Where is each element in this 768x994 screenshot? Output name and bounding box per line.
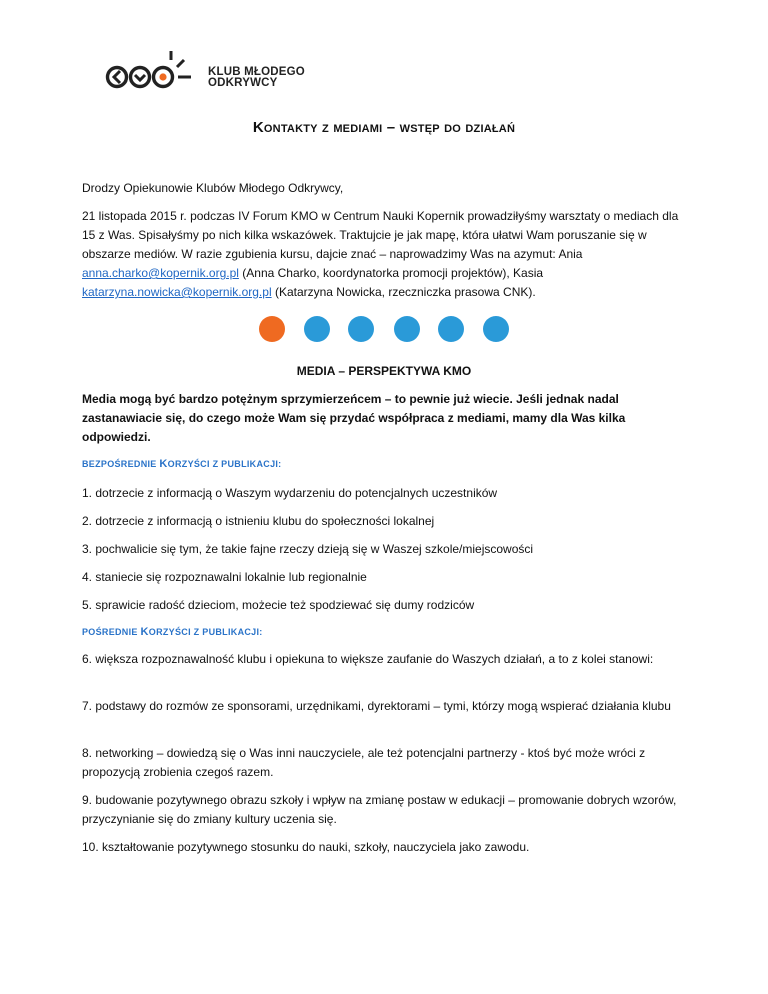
direct-heading-part-b: ORZYŚCI Z PUBLIKACJI: (167, 459, 282, 469)
indirect-heading-part-a: POŚREDNIE (82, 627, 141, 637)
list-item: 10. kształtowanie pozytywnego stosunku do nauki, szkoły, nauczyciela jako zawodu. (82, 840, 530, 854)
logo-line-2: ODKRYWCY (208, 77, 278, 89)
progress-dot-2 (304, 316, 330, 342)
email-link-anna[interactable]: anna.charko@kopernik.org.pl (82, 266, 239, 280)
progress-dot-5 (438, 316, 464, 342)
list-item: 4. staniecie się rozpoznawalni lokalnie lub regionalnie (82, 570, 367, 584)
progress-dot-1 (259, 316, 285, 342)
lead-paragraph: Media mogą być bardzo potężnym sprzymierzeńcem – to pewnie już wiecie. Jeśli jednak nadal zastanawiacie się, do czego może Wam się przydać współpraca z mediami, mamy dla Was kilka odpowiedzi. (82, 392, 626, 444)
kmo-logo (105, 50, 305, 96)
progress-dot-4 (394, 316, 420, 342)
direct-heading-cap: K (159, 458, 168, 470)
intro-text-2: (Anna Charko, koordynatorka promocji projektów), Kasia (238, 266, 544, 280)
greeting: Drodzy Opiekunowie Klubów Młodego Odkrywcy, (82, 181, 344, 195)
list-item: 6. większa rozpoznawalność klubu i opiekuna to większe zaufanie do Waszych działań, a to z kolei stanowi: (82, 652, 654, 666)
progress-dot-3 (348, 316, 374, 342)
logo-wordmark (208, 67, 305, 89)
list-item: 7. podstawy do rozmów ze sponsorami, urzędnikami, dyrektorami – tymi, którzy mogą wspierać działania klubu (82, 699, 671, 713)
progress-dots (259, 316, 509, 342)
email-link-katarzyna[interactable]: katarzyna.nowicka@kopernik.org.pl (82, 285, 272, 299)
list-item: 8. networking – dowiedzą się o Was inni nauczyciele, ale też potencjalni partnerzy - ktoś być może wróci z propozycją zrobienia czegoś razem. (82, 746, 646, 779)
indirect-heading-cap: K (140, 626, 149, 638)
progress-dot-6 (483, 316, 509, 342)
indirect-benefits-heading (82, 626, 263, 638)
list-item: 3. pochwalicie się tym, że takie fajne rzeczy dzieją się w Waszej szkole/miejscowości (82, 542, 534, 556)
direct-heading-part-a: BEZPOŚREDNIE (82, 459, 160, 469)
list-item: 5. sprawicie radość dzieciom, możecie też spodziewać się dumy rodziców (82, 598, 475, 612)
list-item: 1. dotrzecie z informacją o Waszym wydarzeniu do potencjalnych uczestników (82, 486, 498, 500)
intro-paragraph (82, 207, 688, 302)
page-title: Kontakty z mediami – wstęp do działań (252, 119, 516, 136)
list-item: 9. budowanie pozytywnego obrazu szkoły i wpływ na zmianę postaw w edukacji – promowanie dobrych wzorów, przyczynianie się do zmiany kultury uczenia się. (82, 793, 677, 826)
intro-text-3: (Katarzyna Nowicka, rzeczniczka prasowa CNK). (271, 285, 536, 299)
direct-benefits-heading (82, 458, 281, 470)
section-heading: MEDIA – PERSPEKTYWA KMO (296, 364, 472, 378)
logo-line-1: KLUB MŁODEGO (208, 66, 305, 78)
list-item: 2. dotrzecie z informacją o istnieniu klubu do społeczności lokalnej (82, 514, 435, 528)
indirect-heading-part-b: ORZYŚCI Z PUBLIKACJI: (148, 627, 263, 637)
intro-text-1: 21 listopada 2015 r. podczas IV Forum KMO w Centrum Nauki Kopernik prowadziłyśmy warsztaty o mediach dla 15 z Was. Spisałyśmy po nich kilka wskazówek. Traktujcie je jak mapę, która ułatwi Wam poruszanie się w obszarze mediów. W razie zgubienia kursu, dajcie znać – naprowadzimy Was na azymut: Ania (82, 209, 679, 261)
kmo-logo-icon (105, 50, 205, 96)
